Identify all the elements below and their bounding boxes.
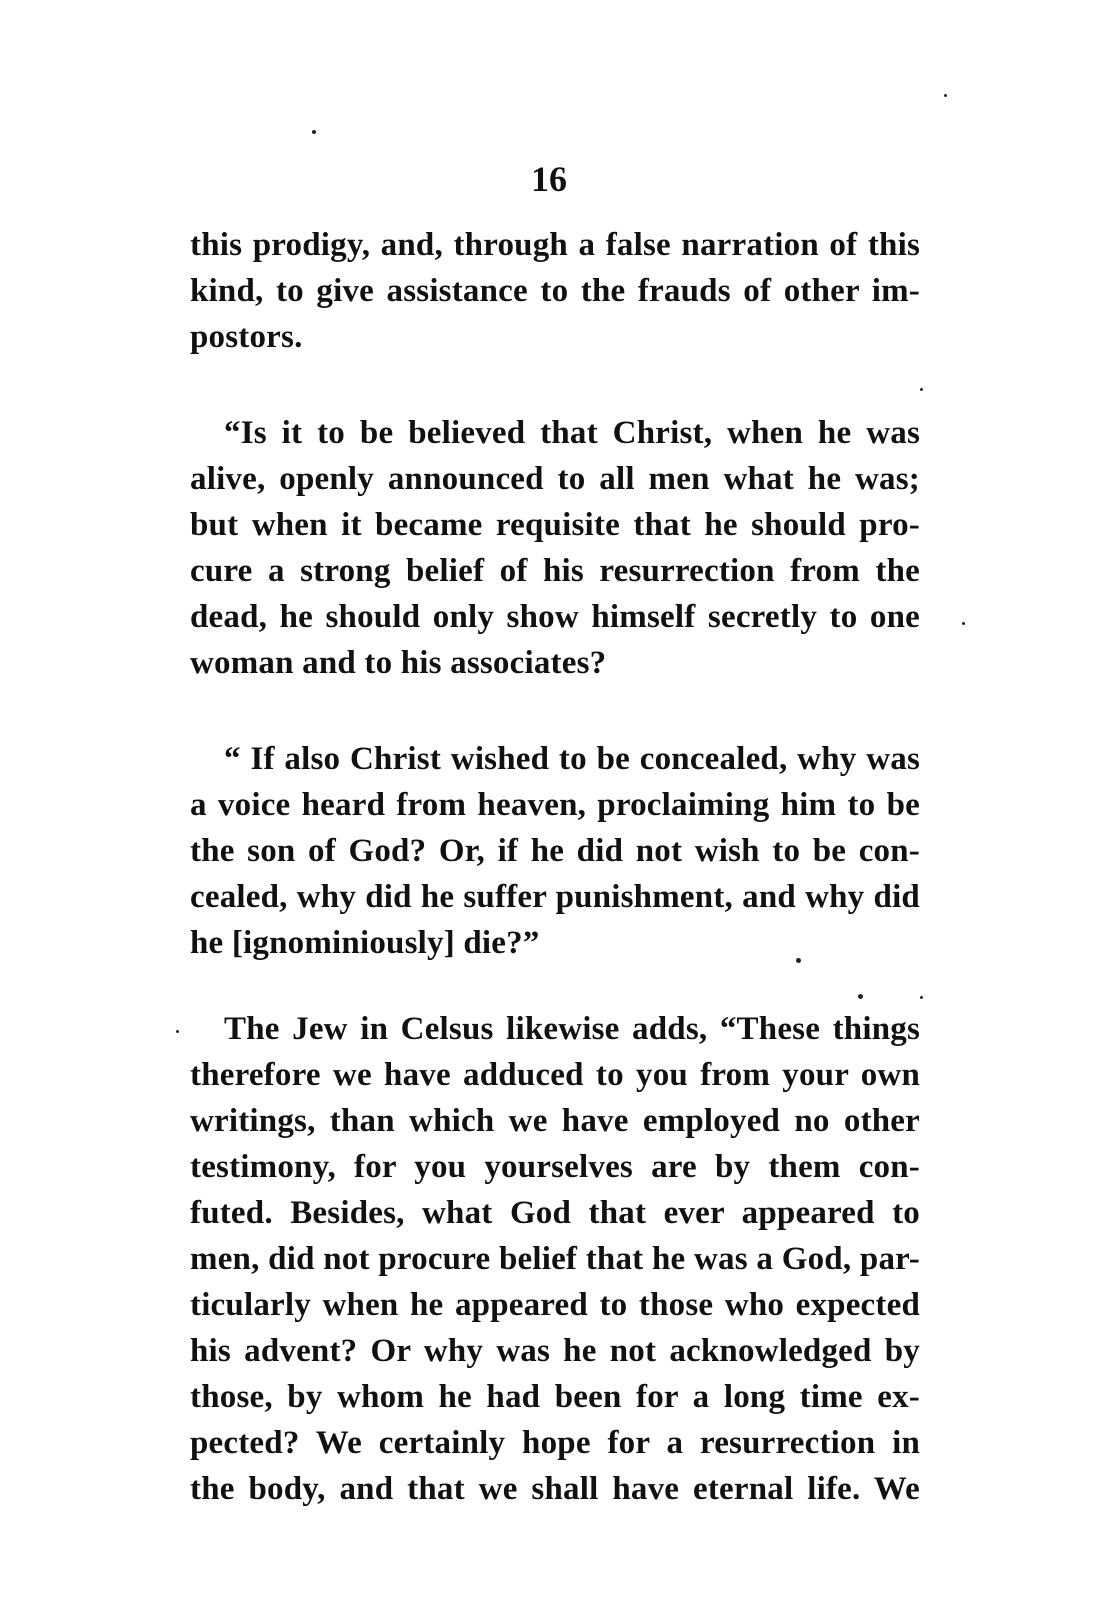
text-line: cure a strong belief of his resurrection from the [190, 553, 920, 589]
text-line: a voice heard from heaven, proclaiming him to be [190, 787, 920, 823]
scan-speck [176, 1030, 179, 1033]
text-line: “Is it to be believed that Christ, when he was [224, 415, 920, 451]
text-line: pected? We certainly hope for a resurrection in [190, 1425, 920, 1461]
text-line: therefore we have adduced to you from your own [190, 1057, 920, 1093]
text-line: woman and to his associates? [190, 645, 607, 681]
text-line: dead, he should only show himself secretly to one [190, 599, 920, 635]
text-line: kind, to give assistance to the frauds of other im- [190, 273, 920, 309]
text-line: ticularly when he appeared to those who expected [190, 1287, 920, 1323]
text-line: his advent? Or why was he not acknowledged by [190, 1333, 920, 1369]
text-line: futed. Besides, what God that ever appeared to [190, 1195, 920, 1231]
paragraph-2 [190, 410, 920, 686]
paragraph-4 [190, 1006, 920, 1512]
scan-speck [796, 958, 801, 963]
paragraph-3 [190, 736, 920, 966]
text-line: The Jew in Celsus likewise adds, “These things [224, 1011, 920, 1047]
scan-speck [944, 94, 947, 97]
text-line: writings, than which we have employed no other [190, 1103, 920, 1139]
text-line: men, did not procure belief that he was a God, par- [190, 1241, 920, 1277]
text-line: the body, and that we shall have eternal life. We [190, 1471, 920, 1507]
scan-speck [920, 996, 923, 999]
page-number: 16 [531, 159, 567, 199]
text-line: this prodigy, and, through a false narration of this [190, 227, 920, 263]
text-line: alive, openly announced to all men what he was; [190, 461, 920, 497]
scan-speck [962, 622, 965, 625]
text-line: the son of God? Or, if he did not wish to be con- [190, 833, 920, 869]
text-line: but when it became requisite that he should pro- [190, 507, 920, 543]
scan-speck [920, 388, 923, 391]
text-line: “ If also Christ wished to be concealed, why was [224, 741, 920, 777]
text-line: those, by whom he had been for a long time ex- [190, 1379, 920, 1415]
paragraph-1 [190, 222, 920, 360]
text-line: he [ignominiously] die?” [190, 925, 540, 961]
text-line: cealed, why did he suffer punishment, and why did [190, 879, 920, 915]
scan-speck [312, 130, 316, 134]
text-line: postors. [190, 319, 303, 355]
scan-speck [858, 994, 863, 999]
text-line: testimony, for you yourselves are by them con- [190, 1149, 920, 1185]
